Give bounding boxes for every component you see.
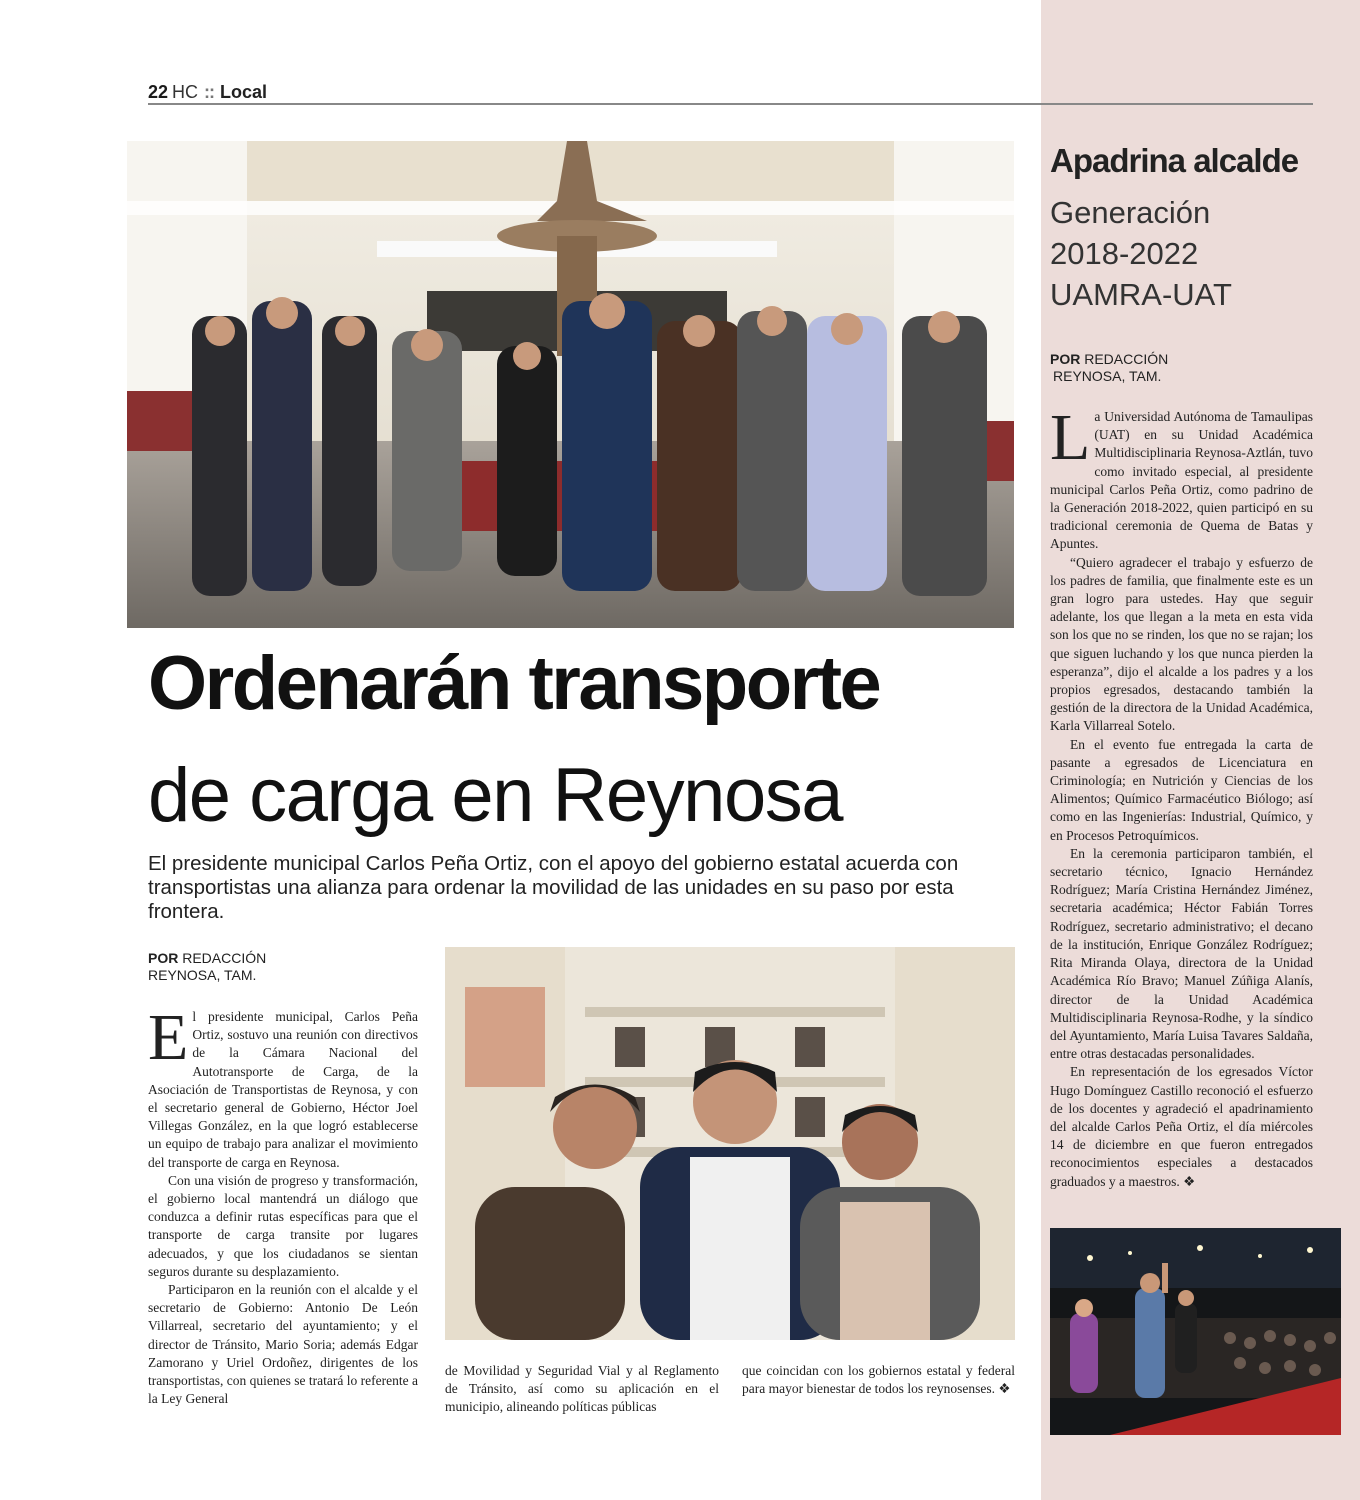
section-name: Local bbox=[220, 82, 268, 102]
article-paragraph: En la ceremonia participaron también, el secretario técnico, Ignacio Hernández Rodríguez; María Cristina Hernández Jiménez, secretaria académica; Héctor Fabián Torres Rodríguez, secretario administrativo; el decano de la institución, Enrique González Rodríguez; Rita Miranda Olaya, directora de la Unidad Académica Río Bravo; Manuel Zúñiga Alanís, director de la Unidad Académica Multidisciplinaria Reynosa-Rodhe, y la síndico del Ayuntamiento, María Luisa Tavares Saldaña, entre otras destacadas personalidades. bbox=[1050, 845, 1313, 1062]
article-paragraph: La Universidad Autónoma de Tamaulipas (UAT) en su Unidad Académica Multidisciplinaria Reynosa-Aztlán, tuvo como invitado especial, al presidente municipal Carlos Peña Ortiz, como padrino de la Generación 2018-2022, quien participó en su tradicional ceremonia de Quema de Batas y Apuntes. bbox=[1050, 401, 1313, 552]
byline-location: REYNOSA, TAM. bbox=[148, 967, 257, 983]
three-men-photo bbox=[445, 947, 1015, 1340]
byline-author: REDACCIÓN bbox=[182, 950, 267, 966]
main-headline: Ordenarán transporte bbox=[148, 641, 880, 726]
main-article-column-3 bbox=[742, 1362, 1015, 1398]
header-rule bbox=[148, 103, 1313, 105]
main-article-column-2 bbox=[445, 1362, 719, 1417]
header-separator: :: bbox=[204, 82, 215, 102]
main-group-photo bbox=[127, 141, 1014, 628]
article-paragraph: que coincidan con los gobiernos estatal y federal para mayor bienestar de todos los reynosenses. ❖ bbox=[742, 1363, 1015, 1397]
article-paragraph: de Movilidad y Seguridad Vial y al Reglamento de Tránsito, así como su aplicación en el municipio, alineando políticas públicas bbox=[445, 1363, 719, 1415]
article-paragraph: Participaron en la reunión con el alcalde y el secretario de Gobierno: Antonio De León Villarreal, secretario del ayuntamiento; y el director de Tránsito, Mario Soria; además Edgar Zamorano y Uriel Ordoñez, dirigentes de los transportistas, con quienes se tratará lo referente a la Ley General bbox=[148, 1282, 418, 1407]
drop-cap: E bbox=[148, 1001, 189, 1074]
byline-author: REDACCIÓN bbox=[1084, 351, 1169, 367]
side-byline bbox=[1050, 351, 1168, 385]
side-article-text bbox=[1050, 401, 1313, 1191]
article-paragraph: El presidente municipal, Carlos Peña Ortiz, sostuvo una reunión con directivos de la Cámara Nacional del Autotransporte de Carga, de la Asociación de Transportistas de Reynosa, y con el secretario general de Gobierno, Héctor Joel Villegas González, en la que logró establecerse un equipo de trabajo para analizar el movimiento del transporte de carga en Reynosa. bbox=[148, 1001, 418, 1170]
main-headline-secondary: de carga en Reynosa bbox=[148, 753, 842, 838]
side-story-subtitle: Generación 2018-2022 UAMRA-UAT bbox=[1050, 195, 1232, 312]
article-paragraph: “Quiero agradecer el trabajo y esfuerzo de los padres de familia, que finalmente este es un gran logro para ustedes. Hay que seguir adelante, los que llegan a la meta en esta vida son los que no se rinden, los que no se rajan; los que siguen luchando y los que nunca pierden la esperanza”, dijo el alcalde a los padres y a los propios egresados, destacando también la gestión de la directora de la Unidad Académica, Karla Villarreal Sotelo. bbox=[1050, 554, 1313, 734]
main-article-column-1 bbox=[148, 1001, 418, 1408]
page-number: 22 bbox=[148, 82, 169, 102]
ceremony-photo bbox=[1050, 1228, 1341, 1435]
byline-por: POR bbox=[1050, 351, 1081, 367]
main-byline bbox=[148, 950, 266, 984]
article-paragraph: Con una visión de progreso y transformación, el gobierno local mantendrá un diálogo que conduzca a definir rutas específicas para que el transporte de carga transite por lugares adecuados, y que los ciudadanos se sientan seguros durante su desplazamiento. bbox=[148, 1172, 418, 1279]
side-story-title: Apadrina alcalde bbox=[1050, 142, 1299, 179]
byline-por: POR bbox=[148, 950, 179, 966]
byline-location: REYNOSA, TAM. bbox=[1053, 368, 1162, 384]
drop-cap: L bbox=[1050, 401, 1091, 474]
publication-name: HC bbox=[172, 82, 199, 102]
article-paragraph: En representación de los egresados Víctor Hugo Domínguez Castillo reconoció el esfuerzo de los docentes y agradeció el apadrinamiento del alcalde Carlos Peña Ortiz, el día miércoles 14 de diciembre en que fueron entregados reconocimientos especiales a destacados graduados y a maestros. ❖ bbox=[1050, 1064, 1313, 1189]
story-deck: El presidente municipal Carlos Peña Ortiz, con el apoyo del gobierno estatal acuerda con transportistas una alianza para ordenar la movilidad de las unidades en su paso por esta frontera. bbox=[148, 852, 959, 923]
article-paragraph: En el evento fue entregada la carta de pasante a egresados de Licenciatura en Criminología; en Nutrición y Ciencias de los Alimentos; Químico Farmacéutico Biólogo; así como en las Ingenierías: Industrial, Químico, y en Procesos Petroquímicos. bbox=[1050, 736, 1313, 843]
